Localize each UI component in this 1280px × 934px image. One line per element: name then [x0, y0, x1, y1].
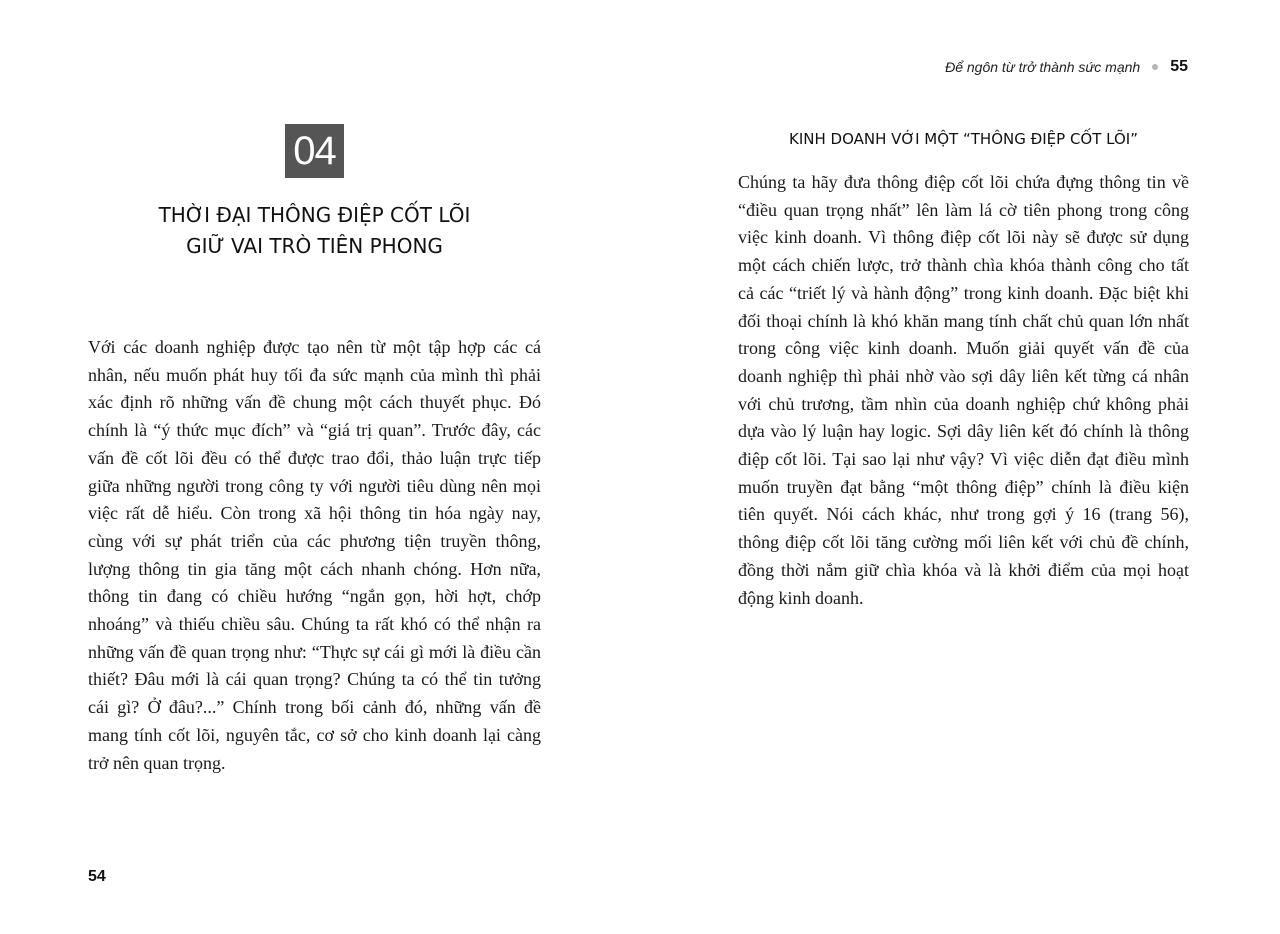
right-body-paragraph: Chúng ta hãy đưa thông điệp cốt lõi chứa đựng thông tin về “điều quan trọng nhất” lên làm lá cờ tiên phong trong công việc kinh doanh. Vì thông điệp cốt lõi này sẽ được sử dụng một cách chiến lược, trở thành chìa khóa thành công cho tất cả các “triết lý và hành động” trong kinh doanh. Đặc biệt khi đối thoại chính là khó khăn mang tính chất chủ quan lớn nhất trong công việc kinh doanh. Muốn giải quyết vấn đề của doanh nghiệp thì phải nhờ vào sợi dây liên kết từng cá nhân với chủ trương, tầm nhìn của doanh nghiệp chứ không phải dựa vào lý luận hay logic. Sợi dây liên kết đó chính là thông điệp cốt lõi. Tại sao lại như vậy? Vì việc diễn đạt điều mình muốn truyền đạt bằng “một thông điệp” chính là điều kiện tiên quyết. Nói cách khác, như trong gợi ý 16 (trang 56), thông điệp cốt lõi tăng cường mối liên kết với chủ đề chính, đồng thời nắm giữ chìa khóa và là khởi điểm của mọi hoạt động kinh doanh.	[738, 172, 1189, 608]
bullet-dot-icon	[1152, 64, 1158, 70]
left-body-paragraph: Với các doanh nghiệp được tạo nên từ một tập hợp các cá nhân, nếu muốn phát huy tối đa sức mạnh của mình thì phải xác định rõ những vấn đề chung một cách thuyết phục. Đó chính là “ý thức mục đích” và “giá trị quan”. Trước đây, các vấn đề cốt lõi đều có thể được trao đổi, thảo luận trực tiếp giữa những người trong công ty với người tiêu dùng nên mọi việc rất dễ hiểu. Còn trong xã hội thông tin hóa ngày nay, cùng với sự phát triển của các phương tiện truyền thông, lượng thông tin gia tăng một cách nhanh chóng. Hơn nữa, thông tin đang có chiều hướng “ngắn gọn, hời hợt, chớp nhoáng” và thiếu chiều sâu. Chúng ta rất khó có thể nhận ra những vấn đề quan trọng như: “Thực sự cái gì mới là điều cần thiết? Đâu mới là cái quan trọng? Chúng ta có thể tin tưởng cái gì? Ở đâu?...” Chính trong bối cảnh đó, những vấn đề mang tính cốt lõi, nguyên tắc, cơ sở cho kinh doanh lại càng trở nên quan trọng.	[88, 337, 541, 773]
running-title: Để ngôn từ trở thành sức mạnh	[945, 59, 1141, 75]
chapter-title	[88, 200, 541, 262]
page-number-left: 54	[88, 868, 106, 885]
section-heading: KINH DOANH VỚI MỘT “THÔNG ĐIỆP CỐT LÕI”	[789, 130, 1138, 148]
running-header	[945, 58, 1188, 76]
page-number-right: 55	[1170, 58, 1188, 75]
chapter-title-line-1: THỜI ĐẠI THÔNG ĐIỆP CỐT LÕI	[158, 203, 471, 227]
chapter-number-badge: 04	[285, 124, 344, 178]
chapter-title-line-2: GIỮ VAI TRÒ TIÊN PHONG	[186, 234, 443, 258]
right-page	[640, 0, 1280, 934]
